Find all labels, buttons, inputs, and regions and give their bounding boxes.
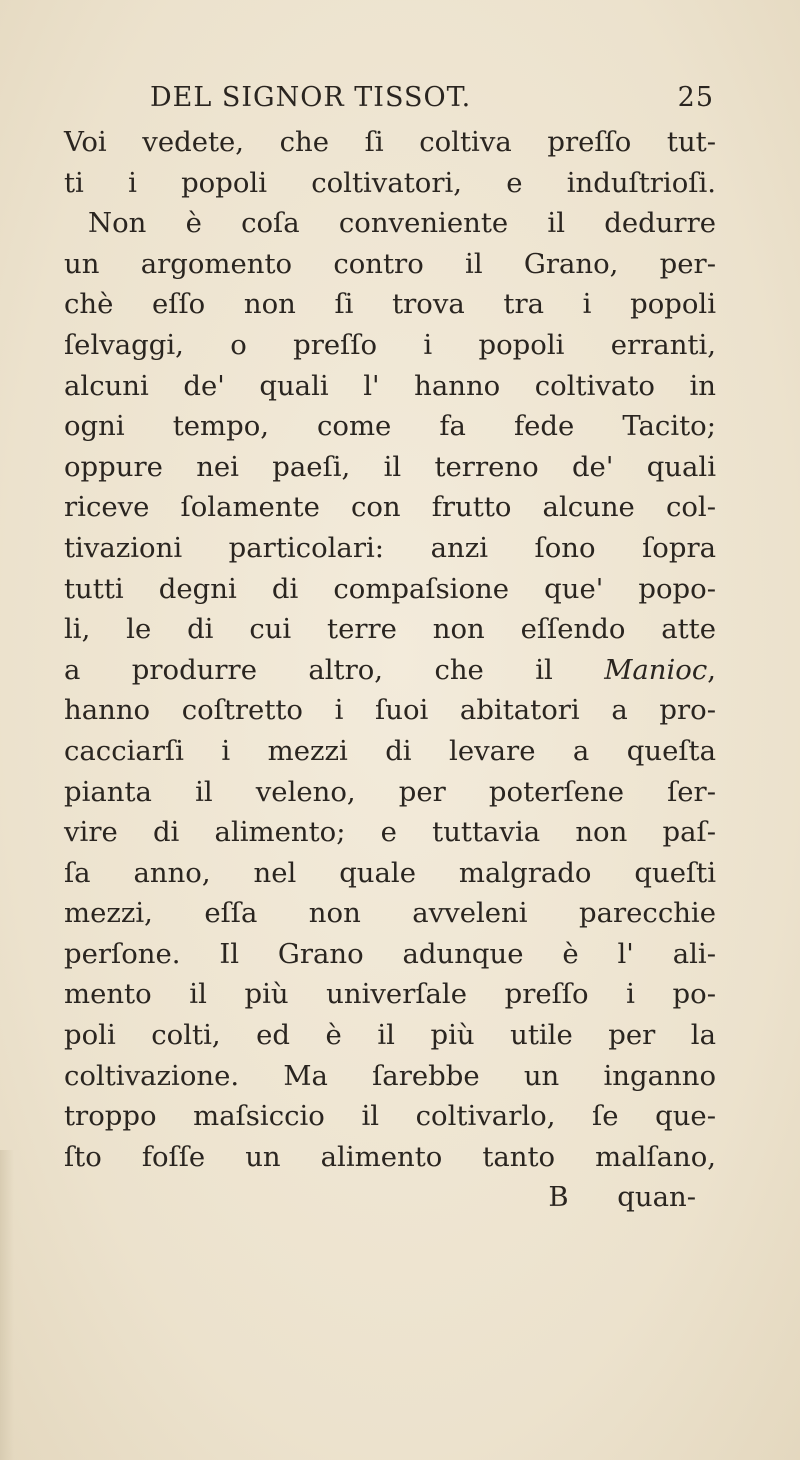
text-line: Voi vedete, che ſi coltiva preſſo tut- xyxy=(64,126,716,158)
text-line: mezzi, eſſa non avveleni parecchie xyxy=(64,897,716,930)
text-segment: , xyxy=(707,653,716,686)
page-number: 25 xyxy=(677,82,714,113)
text-line: tutti degni di compaſsione que' popo- xyxy=(64,572,716,605)
text-line: perſone. Il Grano adunque è l' ali- xyxy=(64,937,716,970)
text-line: un argomento contro il Grano, per- xyxy=(64,247,716,280)
text-line: cacciarſi i mezzi di levare a queſta xyxy=(64,734,716,767)
text-line: ti i popoli coltivatori, e induſtrioſi. xyxy=(64,166,716,199)
text-line: li, le di cui terre non eſſendo atte xyxy=(64,613,716,646)
text-line: ſelvaggi, o preſſo i popoli erranti, xyxy=(64,328,716,361)
text-line: vire di alimento; e tuttavia non paſ- xyxy=(64,816,716,849)
text-line: coltivazione. Ma ſarebbe un inganno xyxy=(64,1059,716,1092)
text-line: mento il più univerſale preſſo i po- xyxy=(64,978,716,1011)
text-line: riceve ſolamente con frutto alcune col- xyxy=(64,491,716,524)
catchword: quan- xyxy=(617,1181,696,1214)
text-line: ogni tempo, come fa fede Tacito; xyxy=(64,410,716,443)
text-segment: a produrre altro, che il xyxy=(64,653,553,686)
text-line-with-italic xyxy=(64,650,716,691)
text-line: poli colti, ed è il più utile per la xyxy=(64,1019,716,1052)
body-text xyxy=(64,122,716,1218)
italic-word: Manioc xyxy=(604,653,708,686)
text-line: oppure nei paeſi, il terreno de' quali xyxy=(64,450,716,483)
running-title: DEL SIGNOR TISSOT. xyxy=(150,82,472,113)
text-line: chè eſſo non ſi trova tra i popoli xyxy=(64,288,716,321)
text-line: pianta il veleno, per poterſene ſer- xyxy=(64,775,716,808)
text-line: troppo maſsiccio il coltivarlo, ſe que- xyxy=(64,1100,716,1133)
text-line: hanno coſtretto i ſuoi abitatori a pro- xyxy=(64,694,716,727)
signature-mark: B xyxy=(548,1181,569,1214)
page-header xyxy=(150,82,714,122)
text-line: ſa anno, nel quale malgrado queſti xyxy=(64,856,716,889)
text-line: tivazioni particolari: anzi ſono ſopra xyxy=(64,531,716,564)
text-line: Non è coſa conveniente il dedurre xyxy=(88,207,716,240)
page-edge-shadow xyxy=(0,1150,14,1460)
text-line: alcuni de' quali l' hanno coltivato in xyxy=(64,369,716,402)
page-footer xyxy=(64,1177,716,1218)
text-line: ſto foſſe un alimento tanto malſano, xyxy=(64,1140,716,1173)
